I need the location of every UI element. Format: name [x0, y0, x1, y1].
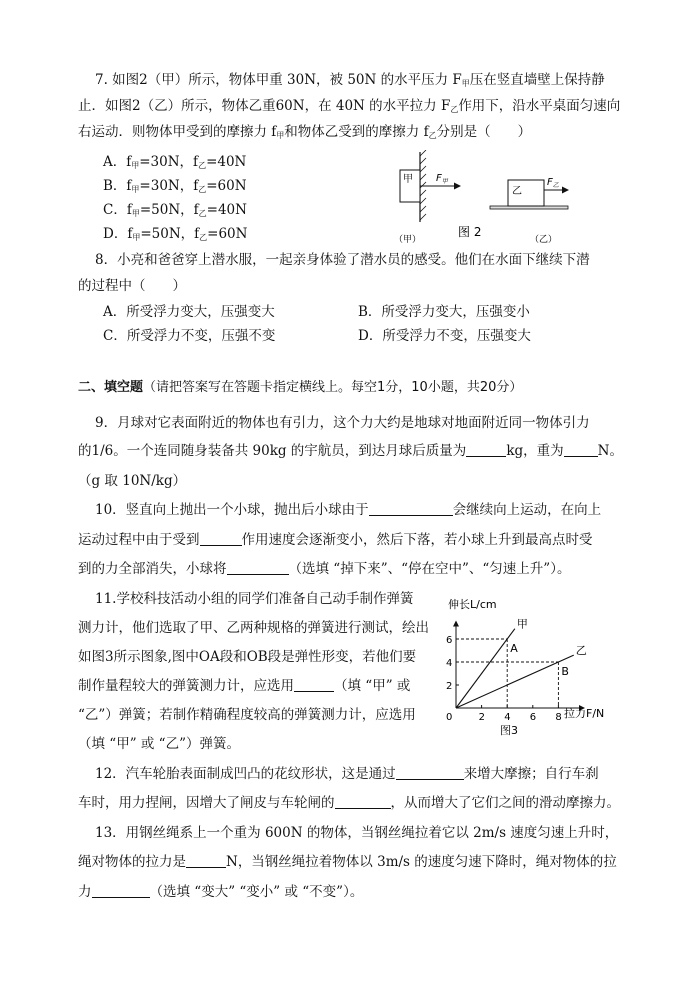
figure-2-sub-yi: （乙）: [530, 235, 558, 245]
q13-line-2: 绳对物体的拉力是 N，当钢丝绳拉着物体以 3m/s 的速度匀速下降时，绳对物体的拉: [78, 854, 617, 870]
q10-blank-1[interactable]: [369, 501, 453, 516]
q7-line-3: 右运动．则物体甲受到的摩擦力 $f_甲$和物体乙受到的摩擦力 $f_乙$分别是（ ）: [78, 124, 532, 140]
force-yi-label: $F_乙$: [547, 177, 559, 189]
q12-blank-2[interactable]: [335, 794, 391, 809]
q12-line-2: 车时，用力捏闸，因增大了闸皮与车轮闸的 ，从而增大了它们之间的滑动摩擦力。: [78, 795, 620, 811]
q7-option-a: A．$f_甲=30N$，$f_乙=40N$: [103, 154, 247, 170]
q11-line-4: 制作量程较大的弹簧测力计，应选用 （填 “甲” 或: [78, 678, 411, 694]
q11-line-3: 如图3所示图象,图中OA段和OB段是弹性形变，若他们要: [78, 649, 417, 665]
origin-label: 0: [446, 712, 453, 723]
q10-line-2: 运动过程中由于受到 作用速度会逐渐变小，然后下落，若小球上升到最高点时受: [78, 532, 593, 548]
figure-3-chart: [438, 592, 616, 738]
point-label-a: A: [510, 642, 518, 655]
q9-blank-weight[interactable]: [564, 442, 598, 457]
q9-line-3: （g 取 10N/kg）: [78, 473, 187, 489]
y-tick-label: 6: [446, 635, 453, 646]
q7-option-c: C．$f_甲=50N$，$f_乙=40N$: [103, 202, 247, 218]
q8-option-d: D．所受浮力不变，压强变大: [358, 328, 531, 344]
chart-xlabel: 拉力F/N: [564, 707, 605, 720]
series-line-yi: [456, 655, 574, 708]
q8-line-1: 8．小亮和爸爸穿上潜水服，一起亲身体验了潜水员的感受。他们在水面下继续下潜: [95, 252, 590, 268]
series-line-jia: [456, 629, 515, 708]
section-2-heading: [78, 378, 522, 398]
chart-ylabel: 伸长L/cm: [448, 598, 497, 611]
figure-2: [390, 150, 590, 245]
q7-line-2: 止．如图2（乙）所示，物体乙重60N，在 40N 的水平拉力 $F_乙$作用下，沿水平桌面匀速向: [78, 98, 621, 114]
q10-blank-2[interactable]: [200, 531, 242, 546]
x-tick-label: 4: [504, 712, 511, 723]
q11-line-2: 测力计，他们选取了甲、乙两种规格的弹簧进行测试，绘出: [78, 620, 429, 636]
block-jia-label: 甲: [403, 174, 413, 185]
q11-line-1: 11.学校科技活动小组的同学们准备自己动手制作弹簧: [95, 591, 414, 607]
block-yi-label: 乙: [512, 186, 522, 197]
q11-blank-1[interactable]: [294, 677, 334, 692]
q7-option-d: D．$f_甲=50N$，$f_乙=60N$: [103, 226, 248, 242]
x-tick-label: 2: [478, 712, 485, 723]
q13-line-1: 13．用钢丝绳系上一个重为 600N 的物体，当钢丝绳拉着它以 2m/s 速度匀速上升时，: [95, 825, 619, 841]
section-2-note: （请把答案写在答题卡指定横线上。每空1分，10小题，共20分）: [143, 380, 523, 395]
q10-line-1: 10．竖直向上抛出一个小球，抛出后小球由于 会继续向上运动，在向上: [95, 502, 602, 518]
q8-option-b: B．所受浮力变大，压强变小: [358, 304, 530, 320]
chart-title: 图3: [500, 724, 518, 737]
q13-line-3: 力 （选填 “变大” “变小” 或 “不变”）。: [78, 884, 364, 900]
q13-blank-1[interactable]: [186, 853, 226, 868]
q13-blank-2[interactable]: [92, 883, 150, 898]
q7-option-b: B．$f_甲=30N$，$f_乙=60N$: [103, 178, 247, 194]
y-tick-label: 2: [446, 681, 453, 692]
q7-line-1: 7. 如图2（甲）所示，物体甲重 30N，被 50N 的水平压力 $F_甲$压在竖直墙壁上保持静: [95, 72, 605, 88]
q8-option-a: A．所受浮力变大，压强变大: [103, 304, 275, 320]
figure-2-sub-jia: （甲）: [394, 235, 422, 245]
figure-2-caption: 图 2: [458, 225, 482, 239]
q9-blank-mass[interactable]: [466, 442, 506, 457]
q11-line-6: （填 “甲” 或 “乙”）弹簧。: [78, 736, 240, 752]
x-tick-label: 8: [555, 712, 562, 723]
point-label-b: B: [561, 665, 569, 678]
q9-line-1: 9．月球对它表面附近的物体也有引力，这个力大约是地球对地面附近同一物体引力: [95, 415, 590, 431]
q10-blank-3[interactable]: [227, 560, 289, 575]
series-label-jia: 甲: [516, 617, 528, 631]
series-label-yi: 乙: [575, 644, 587, 658]
y-tick-label: 4: [446, 658, 453, 669]
q12-blank-1[interactable]: [396, 765, 464, 780]
q9-line-2: 的1/6。一个连同随身装备共 90kg 的宇航员，到达月球后质量为 kg，重为 N。: [78, 443, 623, 459]
q12-line-1: 12．汽车轮胎表面制成凹凸的花纹形状，这是通过 来增大摩擦；自行车刹: [95, 766, 599, 782]
q11-line-5: “乙”）弹簧；若制作精确程度较高的弹簧测力计，应选用: [78, 707, 416, 723]
q8-option-c: C．所受浮力不变，压强不变: [103, 328, 276, 344]
section-2-title: 二、填空题: [78, 380, 144, 395]
q8-line-2: 的过程中（ ）: [78, 278, 186, 294]
wall-hatching: [420, 150, 426, 220]
x-tick-label: 6: [529, 712, 537, 723]
q10-line-3: 到的力全部消失，小球将 （选填 “掉下来”、“停在空中”、“匀速上升”）。: [78, 561, 571, 577]
force-jia-label: $F_甲$: [436, 173, 448, 185]
